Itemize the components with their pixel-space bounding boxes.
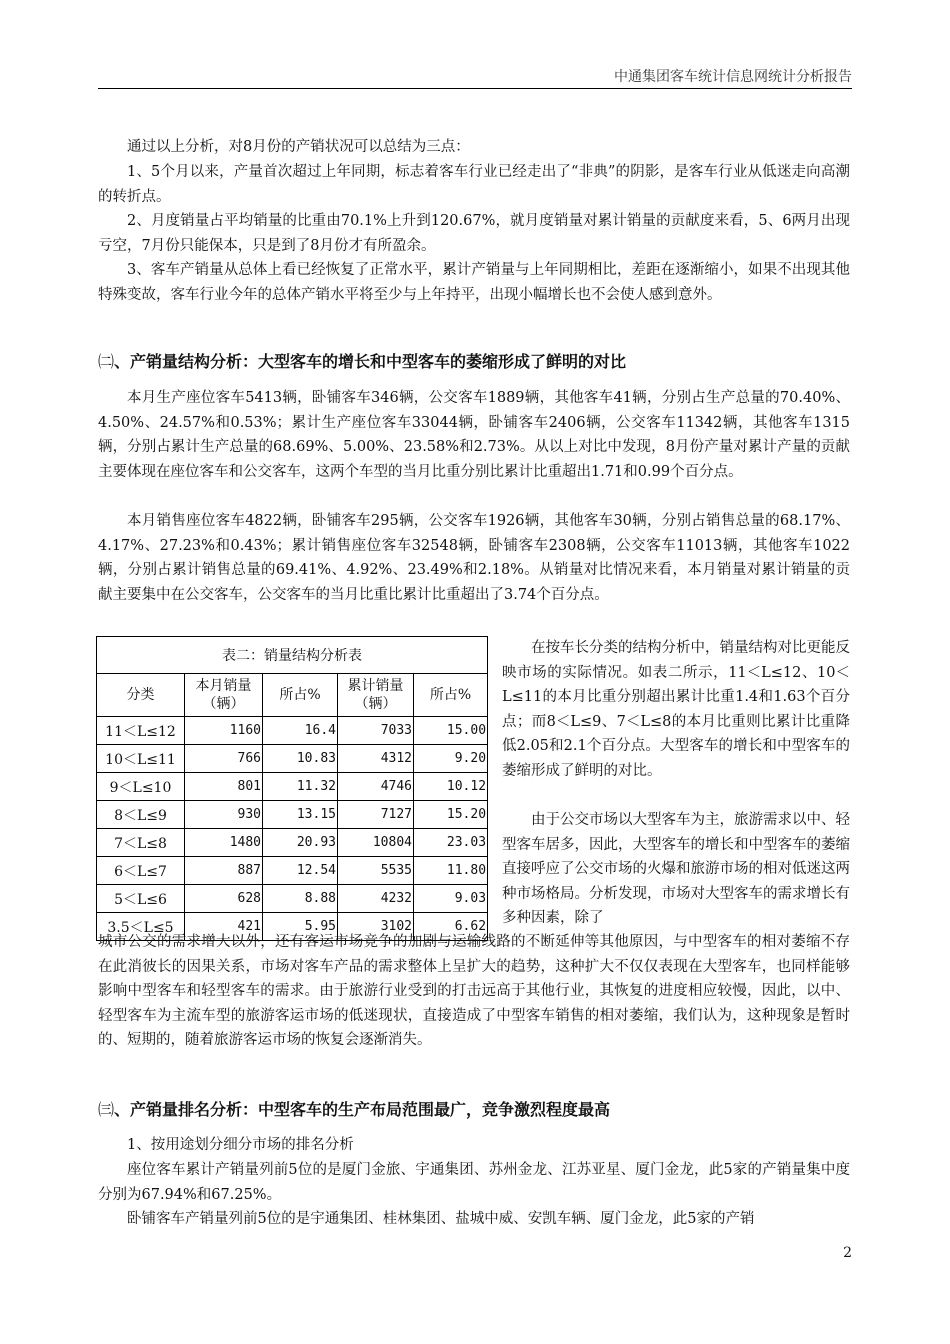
table-cell: 8＜L≤9 <box>97 801 185 829</box>
section-3-subheading: 1、按用途划分细分市场的排名分析 <box>127 1137 354 1153</box>
table-cell: 4312 <box>338 745 414 773</box>
section-2-para-2: 本月销售座位客车4822辆，卧铺客车295辆，公交客车1926辆，其他客车30辆，分别占销售总量的68.17%、4.17%、27.23%和0.43%；累计销售座位客车32548辆，卧铺客车2308辆，公交客车11013辆，其他客车1022辆，分别占累计销售总量的69.41%、4.92%、23.49%和2.18%。从销量对比情况来看，本月销量对累计销量的贡献主要集中在公交客车，公交客车的当月比重比累计比重超出了3.74个百分点。 <box>98 513 850 603</box>
section-3-title: 、产销量排名分析：中型客车的生产布局范围最广，竞争激烈程度最高 <box>114 1100 611 1119</box>
table-cell: 6＜L≤7 <box>97 857 185 885</box>
table-row <box>97 829 488 857</box>
table-cell: 5.95 <box>263 913 338 941</box>
sales-structure-table <box>96 636 487 941</box>
table-cell: 4746 <box>338 773 414 801</box>
table-cell: 1480 <box>185 829 263 857</box>
table-header: 分类 <box>97 674 185 717</box>
table-caption: 表二：销量结构分析表 <box>97 637 488 674</box>
table-row <box>97 745 488 773</box>
table-cell: 10.83 <box>263 745 338 773</box>
table-cell: 6.62 <box>414 913 488 941</box>
table-cell: 15.00 <box>414 717 488 745</box>
table-row <box>97 885 488 913</box>
section-3-para-1: 座位客车累计产销量列前5位的是厦门金旅、宇通集团、苏州金龙、江苏亚星、厦门金龙，此5家的产销量集中度分别为67.94%和67.25%。 <box>98 1162 850 1203</box>
table-cell: 887 <box>185 857 263 885</box>
table-cell: 4232 <box>338 885 414 913</box>
section-3-para-2: 卧铺客车产销量列前5位的是宇通集团、桂林集团、盐城中威、安凯车辆、厦门金龙，此5家的产销 <box>127 1211 755 1227</box>
table-cell: 20.93 <box>263 829 338 857</box>
table-cell: 801 <box>185 773 263 801</box>
table-header: 本月销量（辆） <box>185 674 263 717</box>
intro-point-3: 3、客车产销量从总体上看已经恢复了正常水平，累计产销量与上年同期相比，差距在逐渐缩小，如果不出现其他特殊变故，客车行业今年的总体产销水平将至少与上年持平，出现小幅增长也不会使人感到意外。 <box>98 262 850 303</box>
table-row <box>97 717 488 745</box>
section-2-number: ㈡ <box>98 352 115 371</box>
table-cell: 1160 <box>185 717 263 745</box>
table-cell: 3102 <box>338 913 414 941</box>
table-cell: 3.5＜L≤5 <box>97 913 185 941</box>
page-number: 2 <box>843 1245 852 1261</box>
table-cell: 11＜L≤12 <box>97 717 185 745</box>
table-cell: 766 <box>185 745 263 773</box>
intro-point-1: 1、5个月以来，产量首次超过上年同期，标志着客车行业已经走出了“非典”的阴影，是客车行业从低迷走向高潮的转折点。 <box>98 164 850 205</box>
side-para-2: 由于公交市场以大型客车为主，旅游需求以中、轻型客车居多，因此，大型客车的增长和中型客车的萎缩直接呼应了公交市场的火爆和旅游市场的相对低迷这两种市场格局。分析发现，市场对大型客车的需求增长有多种因素，除了 <box>502 812 850 926</box>
table-cell: 10804 <box>338 829 414 857</box>
table-cell: 11.80 <box>414 857 488 885</box>
table-cell: 10＜L≤11 <box>97 745 185 773</box>
section-3-number: ㈢ <box>98 1100 115 1119</box>
table-cell: 9.03 <box>414 885 488 913</box>
table-cell: 421 <box>185 913 263 941</box>
table-row <box>97 773 488 801</box>
table-cell: 628 <box>185 885 263 913</box>
table-cell: 930 <box>185 801 263 829</box>
table-cell: 9＜L≤10 <box>97 773 185 801</box>
table-cell: 5535 <box>338 857 414 885</box>
page-header <box>98 66 852 89</box>
section-2-para-3: 城市公交的需求增大以外，还有客运市场竞争的加剧与运输线路的不断延伸等其他原因，与中型客车的相对萎缩不存在此消彼长的因果关系，市场对客车产品的需求整体上呈扩大的趋势，这种扩大不仅仅表现在大型客车，也同样能够影响中型客车和轻型客车的需求。由于旅游行业受到的打击远高于其他行业，其恢复的进度相应较慢，因此，以中、轻型客车为主流车型的旅游客运市场的低迷现状，直接造成了中型客车销售的相对萎缩，我们认为，这种现象是暂时的、短期的，随着旅游客运市场的恢复会逐渐消失。 <box>98 934 850 1048</box>
table-cell: 12.54 <box>263 857 338 885</box>
table-cell: 15.20 <box>414 801 488 829</box>
table-header: 累计销量（辆） <box>338 674 414 717</box>
table-cell: 23.03 <box>414 829 488 857</box>
table-header: 所占% <box>263 674 338 717</box>
table-row <box>97 857 488 885</box>
table-cell: 16.4 <box>263 717 338 745</box>
header-title: 中通集团客车统计信息网统计分析报告 <box>614 69 852 85</box>
side-para-1: 在按车长分类的结构分析中，销量结构对比更能反映市场的实际情况。如表二所示，11＜L≤12、10＜L≤11的本月比重分别超出累计比重1.4和1.63个百分点；而8＜L≤9、7＜L≤8的本月比重则比累计比重降低2.05和2.1个百分点。大型客车的增长和中型客车的萎缩形成了鲜明的对比。 <box>502 640 850 779</box>
table-cell: 5＜L≤6 <box>97 885 185 913</box>
table-cell: 7033 <box>338 717 414 745</box>
section-2-heading <box>98 349 850 372</box>
table-cell: 11.32 <box>263 773 338 801</box>
table-cell: 7127 <box>338 801 414 829</box>
section-2-title: 、产销量结构分析：大型客车的增长和中型客车的萎缩形成了鲜明的对比 <box>114 352 627 371</box>
intro-lead: 通过以上分析，对8月份的产销状况可以总结为三点： <box>127 139 470 155</box>
table-row <box>97 801 488 829</box>
table-cell: 10.12 <box>414 773 488 801</box>
table-cell: 7＜L≤8 <box>97 829 185 857</box>
table-header: 所占% <box>414 674 488 717</box>
section-3-heading <box>98 1097 850 1120</box>
table-cell: 9.20 <box>414 745 488 773</box>
intro-point-2: 2、月度销量占平均销量的比重由70.1%上升到120.67%，就月度销量对累计销量的贡献度来看，5、6两月出现亏空，7月份只能保本，只是到了8月份才有所盈余。 <box>98 213 850 254</box>
section-2-para-1: 本月生产座位客车5413辆，卧铺客车346辆，公交客车1889辆，其他客车41辆，分别占生产总量的70.40%、4.50%、24.57%和0.53%；累计生产座位客车33044辆，卧铺客车2406辆，公交客车11342辆，其他客车1315辆，分别占累计生产总量的68.69%、5.00%、23.58%和2.73%。从以上对比中发现，8月份产量对累计产量的贡献主要体现在座位客车和公交客车，这两个车型的当月比重分别比累计比重超出1.71和0.99个百分点。 <box>98 390 850 480</box>
table-cell: 8.88 <box>263 885 338 913</box>
table-cell: 13.15 <box>263 801 338 829</box>
